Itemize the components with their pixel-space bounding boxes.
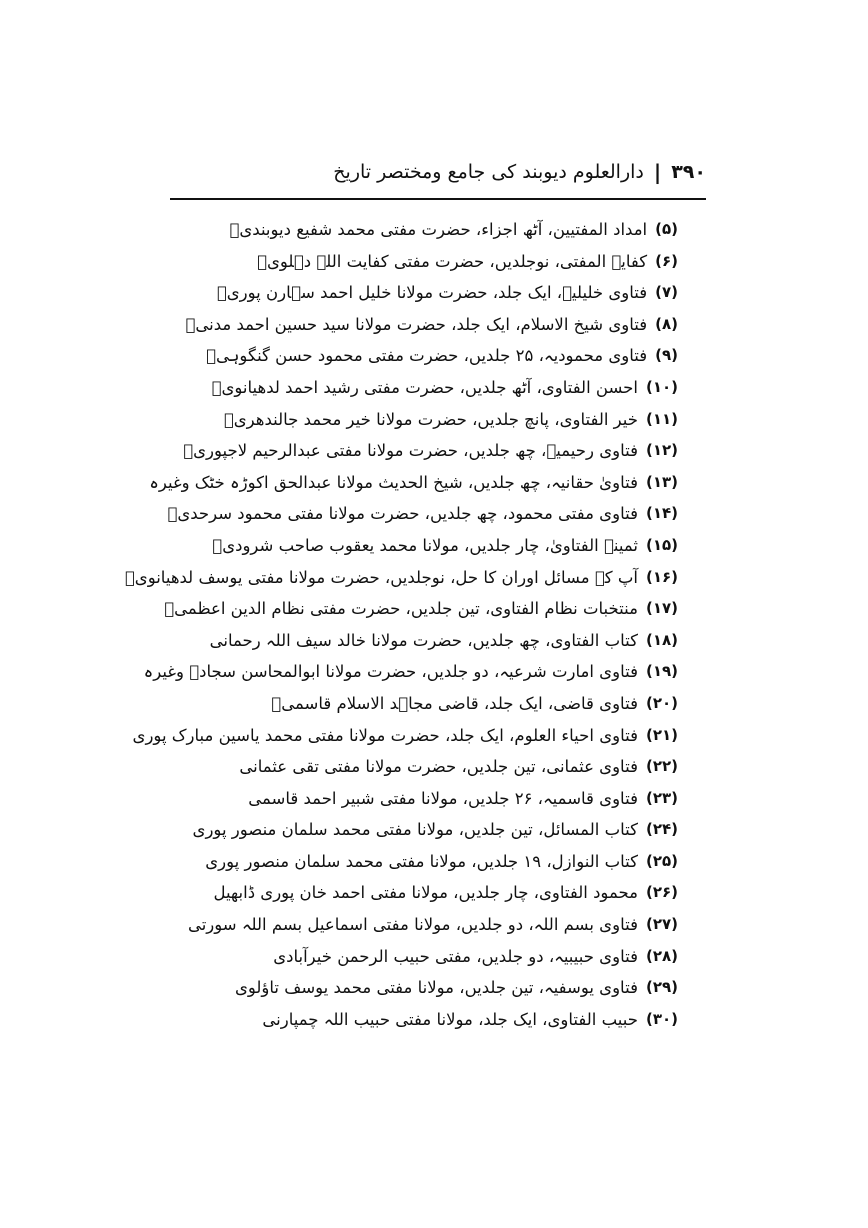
item-number: (۹) xyxy=(655,346,678,365)
list-item xyxy=(164,593,678,625)
list-item xyxy=(228,751,678,783)
item-number-value: ۲۶ xyxy=(652,883,672,902)
item-number-value: ۱۴ xyxy=(652,504,672,523)
item-text: فتاوی عثمانی، تین جلدیں، حضرت مولانا مفتی تقی عثمانی xyxy=(239,757,638,777)
item-number-value: ۱۳ xyxy=(652,472,672,491)
list-item xyxy=(206,340,678,372)
item-number-value: ۹ xyxy=(661,346,672,365)
list-item xyxy=(183,435,678,467)
item-text: فتاوی محمودیہ، ۲۵ جلدیں، حضرت مفتی محمود حسن گنگوہیؒ xyxy=(206,346,648,366)
item-text: محمود الفتاوی، چار جلدیں، مولانا مفتی احمد خان پوری ڈابھیل xyxy=(213,883,638,903)
list-item xyxy=(228,688,678,720)
item-text: امداد المفتیین، آٹھ اجزاء، حضرت مفتی محمد شفیع دیوبندیؒ xyxy=(229,220,648,239)
list-item xyxy=(149,467,678,499)
item-text: آپ کے مسائل اوران کا حل، نوجلدیں، حضرت مولانا مفتی یوسف لدھیانویؒ xyxy=(124,567,638,587)
item-number-value: ۲۸ xyxy=(652,946,672,965)
header-separator: | xyxy=(653,160,662,184)
item-number: (۲۴) xyxy=(645,820,678,839)
item-number-value: ۱۲ xyxy=(652,441,672,460)
item-number: (۱۷) xyxy=(645,599,678,618)
item-number: (۱۶) xyxy=(645,567,678,586)
item-number-value: ۲۳ xyxy=(652,788,672,807)
item-number: (۳۰) xyxy=(645,1009,678,1028)
item-number-value: ۱۱ xyxy=(652,409,672,428)
item-number-value: ۷ xyxy=(661,283,672,302)
item-text: خیر الفتاوی، پانچ جلدیں، حضرت مولانا خیر محمد جالندھریؒ xyxy=(223,409,638,429)
item-text: فتاوی رحیمیہ، چھ جلدیں، حضرت مولانا مفتی عبدالرحیم لاجپوریؒ xyxy=(183,441,638,461)
item-number-value: ۲۷ xyxy=(652,915,672,934)
list-item xyxy=(192,814,678,846)
item-number-value: ۸ xyxy=(661,314,672,333)
item-number: (۱۹) xyxy=(645,662,678,681)
item-number-value: ۱۸ xyxy=(652,630,672,649)
list-item xyxy=(143,656,678,688)
list-item xyxy=(187,909,678,941)
item-number-value: ۱۵ xyxy=(652,535,672,554)
list-item xyxy=(228,1004,678,1036)
item-number: (۱۸) xyxy=(645,630,678,649)
item-text: ثمینۃ الفتاویٰ، چار جلدیں، مولانا محمد یعقوب صاحب شرودیؒ xyxy=(212,535,638,555)
list-item xyxy=(205,846,678,878)
item-number: (۱۲) xyxy=(645,441,678,460)
item-number: (۲۳) xyxy=(645,788,678,807)
item-number: (۷) xyxy=(655,283,678,302)
running-header xyxy=(170,160,706,196)
item-number-value: ۶ xyxy=(661,251,672,270)
list-item xyxy=(223,404,678,436)
item-text: احسن الفتاوی، آٹھ جلدیں، حضرت مفتی رشید احمد لدھیانویؒ xyxy=(211,377,638,397)
item-number: (۲۷) xyxy=(645,915,678,934)
item-text: فتاوی مفتی محمود، چھ جلدیں، حضرت مولانا مفتی محمود سرحدیؒ xyxy=(167,504,638,524)
item-text: فتاویٰ حقانیہ، چھ جلدیں، شیخ الحدیث مولانا عبدالحق اکوڑہ خٹک وغیرہ xyxy=(149,472,638,492)
item-number: (۱۰) xyxy=(645,377,678,396)
item-text: فتاوی قاضی، ایک جلد، قاضی مجاہد الاسلام قاسمیؒ xyxy=(271,693,638,713)
item-number: (۱۳) xyxy=(645,472,678,491)
list-item xyxy=(228,972,678,1004)
item-number: (۲۵) xyxy=(645,851,678,870)
item-number: (۱۱) xyxy=(645,409,678,428)
item-text: فتاوی احیاء العلوم، ایک جلد، حضرت مولانا مفتی محمد یاسین مبارک پوری xyxy=(132,725,638,745)
header-rule xyxy=(170,198,706,200)
item-number-value: ۲۱ xyxy=(652,725,672,744)
item-text: حبیب الفتاوی، ایک جلد، مولانا مفتی حبیب اللہ چمپارنی xyxy=(262,1009,638,1029)
item-text: فتاوی امارت شرعیہ، دو جلدیں، حضرت مولانا ابوالمحاسن سجادؒ وغیرہ xyxy=(143,662,638,682)
running-header-inner xyxy=(333,160,706,184)
list-item xyxy=(228,941,678,973)
item-number-value: ۳۰ xyxy=(652,1009,672,1028)
item-number-value: ۱۷ xyxy=(652,599,672,618)
item-number-value: ۲۰ xyxy=(652,693,672,712)
item-text: فتاوی شیخ الاسلام، ایک جلد، حضرت مولانا سید حسین احمد مدنیؒ xyxy=(185,314,648,334)
item-number: (۲۹) xyxy=(645,978,678,997)
list-item xyxy=(228,214,678,246)
item-number-value: ۵ xyxy=(661,220,672,238)
list-item xyxy=(213,877,678,909)
item-number: (۱۴) xyxy=(645,504,678,523)
item-number: (۲۰) xyxy=(645,693,678,712)
item-text: فتاوی یوسفیہ، تین جلدیں، مولانا مفتی محمد یوسف تاؤلوی xyxy=(234,978,638,998)
item-number-value: ۲۵ xyxy=(652,851,672,870)
item-number-value: ۱۰ xyxy=(652,377,672,396)
book-title: دارالعلوم دیوبند کی جامع ومختصر تاریخ xyxy=(333,161,644,183)
list-item xyxy=(228,246,678,278)
list-item xyxy=(228,783,678,815)
item-number: (۲۸) xyxy=(645,946,678,965)
list-item xyxy=(185,309,678,341)
item-number-value: ۱۶ xyxy=(652,567,672,586)
list-item xyxy=(212,530,678,562)
item-number: (۲۱) xyxy=(645,725,678,744)
item-text: منتخبات نظام الفتاوی، تین جلدیں، حضرت مفتی نظام الدین اعظمیؒ xyxy=(164,599,638,619)
item-text: فتاوی قاسمیہ، ۲۶ جلدیں، مولانا مفتی شبیر احمد قاسمی xyxy=(248,788,638,808)
item-text: فتاوی حبیبیہ، دو جلدیں، مفتی حبیب الرحمن خیرآبادی xyxy=(273,946,638,966)
item-number-value: ۲۲ xyxy=(652,757,672,776)
list-item xyxy=(209,625,678,657)
list-item xyxy=(132,720,678,752)
list-item xyxy=(167,498,678,530)
item-number-value: ۱۹ xyxy=(652,662,672,681)
item-number-value: ۲۴ xyxy=(652,820,672,839)
page-number: ۳۹۰ xyxy=(671,161,706,183)
item-text: فتاوی بسم اللہ، دو جلدیں، مولانا مفتی اسماعیل بسم اللہ سورتی xyxy=(187,915,638,935)
item-number: (۶) xyxy=(655,251,678,270)
item-text: کتاب المسائل، تین جلدیں، مولانا مفتی محمد سلمان منصور پوری xyxy=(192,820,638,840)
item-number: (۸) xyxy=(655,314,678,333)
item-text: کفایۃ المفتی، نوجلدیں، حضرت مفتی کفایت اللہ دہلویؒ xyxy=(257,251,648,271)
fatawa-list xyxy=(124,214,678,1035)
item-number-value: ۲۹ xyxy=(652,978,672,997)
list-item xyxy=(211,372,678,404)
item-text: کتاب الفتاوی، چھ جلدیں، حضرت مولانا خالد سیف اللہ رحمانی xyxy=(209,630,638,650)
item-text: فتاوی خلیلیہ، ایک جلد، حضرت مولانا خلیل احمد سہارن پوریؒ xyxy=(216,283,648,303)
item-number: (۱۵) xyxy=(645,535,678,554)
item-text: کتاب النوازل، ۱۹ جلدیں، مولانا مفتی محمد سلمان منصور پوری xyxy=(205,851,638,871)
item-number: (۲۶) xyxy=(645,883,678,902)
list-item xyxy=(124,562,678,594)
item-number: (۵) xyxy=(655,220,678,238)
list-item xyxy=(216,277,678,309)
item-number: (۲۲) xyxy=(645,757,678,776)
